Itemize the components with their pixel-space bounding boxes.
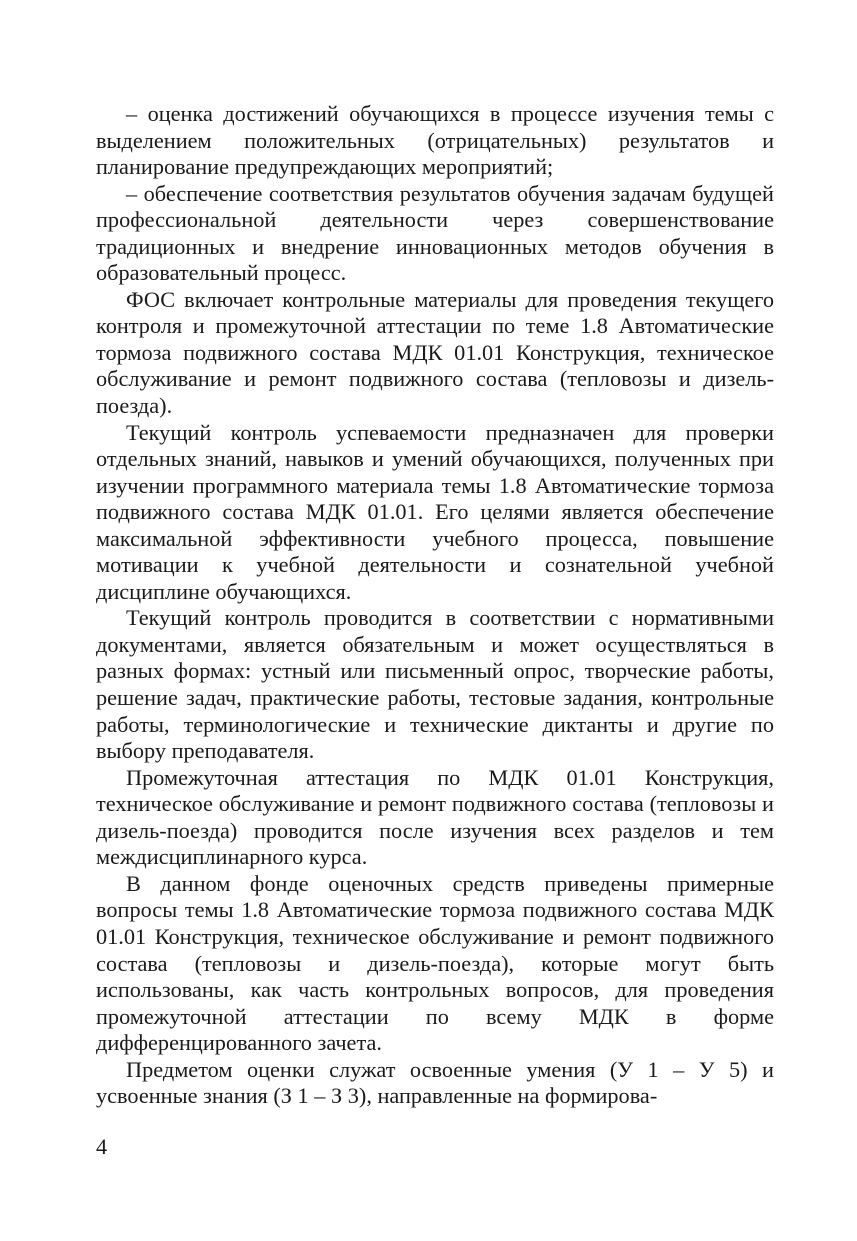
paragraph-current-control-purpose: Текущий контроль успеваемости предназначен для проверки отдельных знаний, навыков и умений обучающихся, полученных при изучении программного материала темы 1.8 Автоматические тормоза подвижного состава МДК 01.01. Его целями является обеспечение максимальной эффективности учебного процесса, повышение мотивации к учебной деятельности и сознательной учебной дисциплине обучающихся. xyxy=(96,419,774,604)
paragraph-current-control-forms: Текущий контроль проводится в соответствии с нормативными документами, является обязательным и может осуществляться в разных формах: устный или письменный опрос, творческие работы, решение задач, практические работы, тестовые задания, контрольные работы, терминологические и технические диктанты и другие по выбору преподавателя. xyxy=(96,605,774,764)
paragraph-assessment-bullet: – оценка достижений обучающихся в процессе изучения темы с выделением положительных (отрицательных) результатов и планирование предупреждающих мероприятий; xyxy=(96,101,774,180)
paragraph-assessment-subject: Предметом оценки служат освоенные умения (У 1 – У 5) и усвоенные знания (З 1 – З 3), направленные на формирова- xyxy=(96,1056,774,1109)
page-body xyxy=(96,101,774,1110)
paragraph-compliance-bullet: – обеспечение соответствия результатов обучения задачам будущей профессиональной деятельности через совершенствование традиционных и внедрение инновационных методов обучения в образовательный процесс. xyxy=(96,180,774,286)
page-number: 4 xyxy=(96,1134,108,1159)
paragraph-fos-contents: ФОС включает контрольные материалы для проведения текущего контроля и промежуточной аттестации по теме 1.8 Автоматические тормоза подвижного состава МДК 01.01 Конструкция, техническое обслуживание и ремонт подвижного состава (тепловозы и дизель-поезда). xyxy=(96,286,774,419)
paragraph-intermediate-attestation: Промежуточная аттестация по МДК 01.01 Конструкция, техническое обслуживание и ремонт подвижного состава (тепловозы и дизель-поезда) проводится после изучения всех разделов и тем междисциплинарного курса. xyxy=(96,764,774,870)
paragraph-fund-questions: В данном фонде оценочных средств приведены примерные вопросы темы 1.8 Автоматические тормоза подвижного состава МДК 01.01 Конструкция, техническое обслуживание и ремонт подвижного состава (тепловозы и дизель-поезда), которые могут быть использованы, как часть контрольных вопросов, для проведения промежуточной аттестации по всему МДК в форме дифференцированного зачета. xyxy=(96,870,774,1056)
